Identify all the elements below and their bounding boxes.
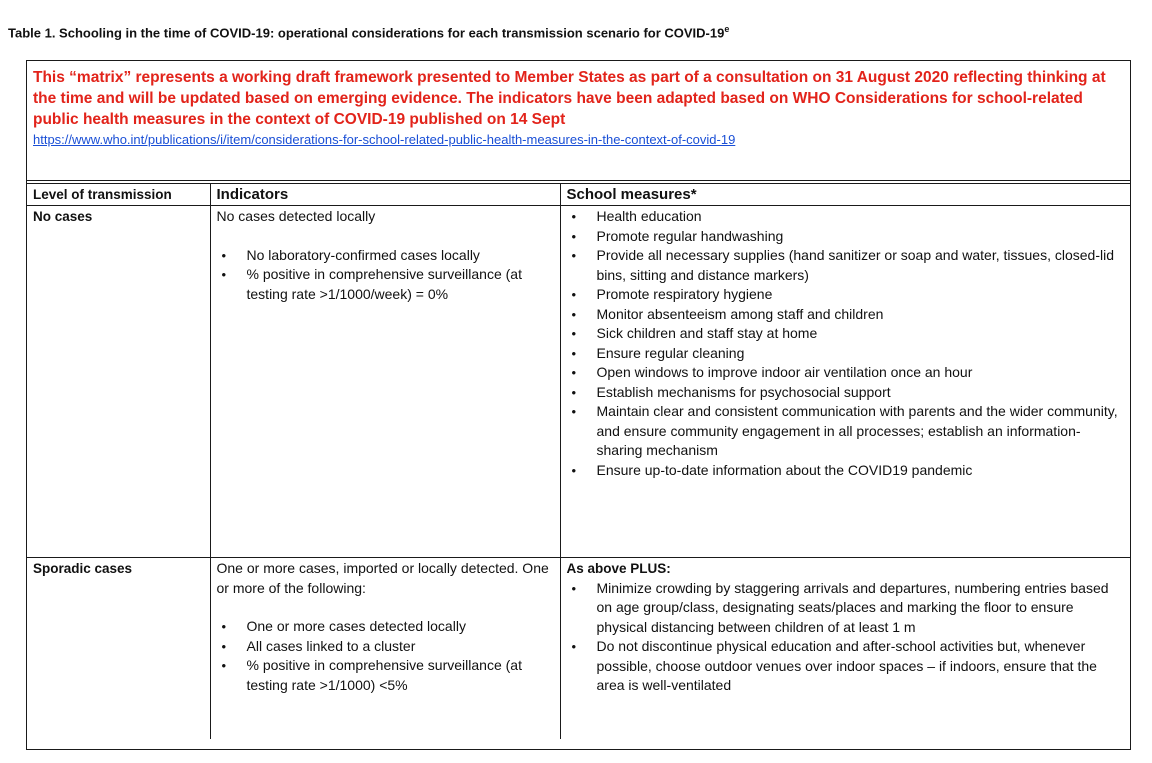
- list-item: • Promote respiratory hygiene: [567, 285, 1125, 305]
- list-item: • Health education: [567, 207, 1125, 227]
- list-item: • % positive in comprehensive surveillance (at testing rate >1/1000) <5%: [217, 656, 554, 695]
- transmission-matrix-table: [27, 183, 1130, 739]
- list-item: • One or more cases detected locally: [217, 617, 554, 637]
- caption-text: Table 1. Schooling in the time of COVID-19: operational considerations for each transmission scenario for COVID-19: [8, 25, 725, 41]
- list-item: • Maintain clear and consistent communication with parents and the wider community, and ensure community engagement in all processes; establish an information-sharing mechanism: [567, 402, 1125, 461]
- indicators-sporadic-cases: [210, 558, 560, 740]
- indicator-list: [217, 617, 554, 695]
- list-item: • % positive in comprehensive surveillance (at testing rate >1/1000/week) = 0%: [217, 265, 554, 304]
- draft-notice-text: This “matrix” represents a working draft framework presented to Member States as part of a consultation on 31 August 2020 reflecting thinking at the time and will be updated based on emerging evidence. The indicators have been adapted based on WHO Considerations for school-related public health measures in the context of COVID-19 published on 14 Sept: [33, 69, 1106, 128]
- measures-no-cases: [560, 206, 1130, 558]
- header-school-measures: School measures*: [560, 184, 1130, 206]
- list-item: • Do not discontinue physical education and after-school activities but, whenever possible, choose outdoor venues over indoor spaces – if indoors, ensure that the area is well-ventilated: [567, 637, 1125, 696]
- table-caption: [8, 24, 729, 40]
- document-frame: [26, 60, 1131, 750]
- measure-list: [567, 207, 1125, 480]
- list-item: • Provide all necessary supplies (hand sanitizer or soap and water, tissues, closed-lid bins, sitting and distance markers): [567, 246, 1125, 285]
- table-row: [27, 558, 1130, 740]
- list-item: • Open windows to improve indoor air ventilation once an hour: [567, 363, 1125, 383]
- list-item: • All cases linked to a cluster: [217, 637, 554, 657]
- header-level-of-transmission: Level of transmission: [27, 184, 210, 206]
- level-no-cases: No cases: [27, 206, 210, 558]
- list-item: • Monitor absenteeism among staff and children: [567, 305, 1125, 325]
- indicators-no-cases: [210, 206, 560, 558]
- list-item: • Ensure up-to-date information about the COVID19 pandemic: [567, 461, 1125, 481]
- header-indicators: Indicators: [210, 184, 560, 206]
- list-item: • Establish mechanisms for psychosocial support: [567, 383, 1125, 403]
- table-header-row: [27, 184, 1130, 206]
- indicator-intro: One or more cases, imported or locally detected. One or more of the following:: [216, 560, 549, 596]
- level-sporadic-cases: Sporadic cases: [27, 558, 210, 740]
- draft-notice: [27, 61, 1130, 181]
- who-publication-link[interactable]: https://www.who.int/publications/i/item/considerations-for-school-related-public-health-measures-in-the-context-of-covid-19: [33, 132, 736, 147]
- indicator-list: [217, 246, 554, 305]
- list-item: • Promote regular handwashing: [567, 227, 1125, 247]
- measure-list: [567, 579, 1125, 696]
- measures-sporadic-cases: [560, 558, 1130, 740]
- measures-intro: As above PLUS:: [566, 561, 671, 576]
- indicator-intro: No cases detected locally: [216, 208, 376, 224]
- caption-footnote-marker: e: [724, 24, 730, 34]
- list-item: • Ensure regular cleaning: [567, 344, 1125, 364]
- list-item: • Sick children and staff stay at home: [567, 324, 1125, 344]
- list-item: • No laboratory-confirmed cases locally: [217, 246, 554, 266]
- table-row: [27, 206, 1130, 558]
- list-item: • Minimize crowding by staggering arrivals and departures, numbering entries based on age group/class, designating seats/places and marking the floor to ensure physical distancing between children of at least 1 m: [567, 579, 1125, 638]
